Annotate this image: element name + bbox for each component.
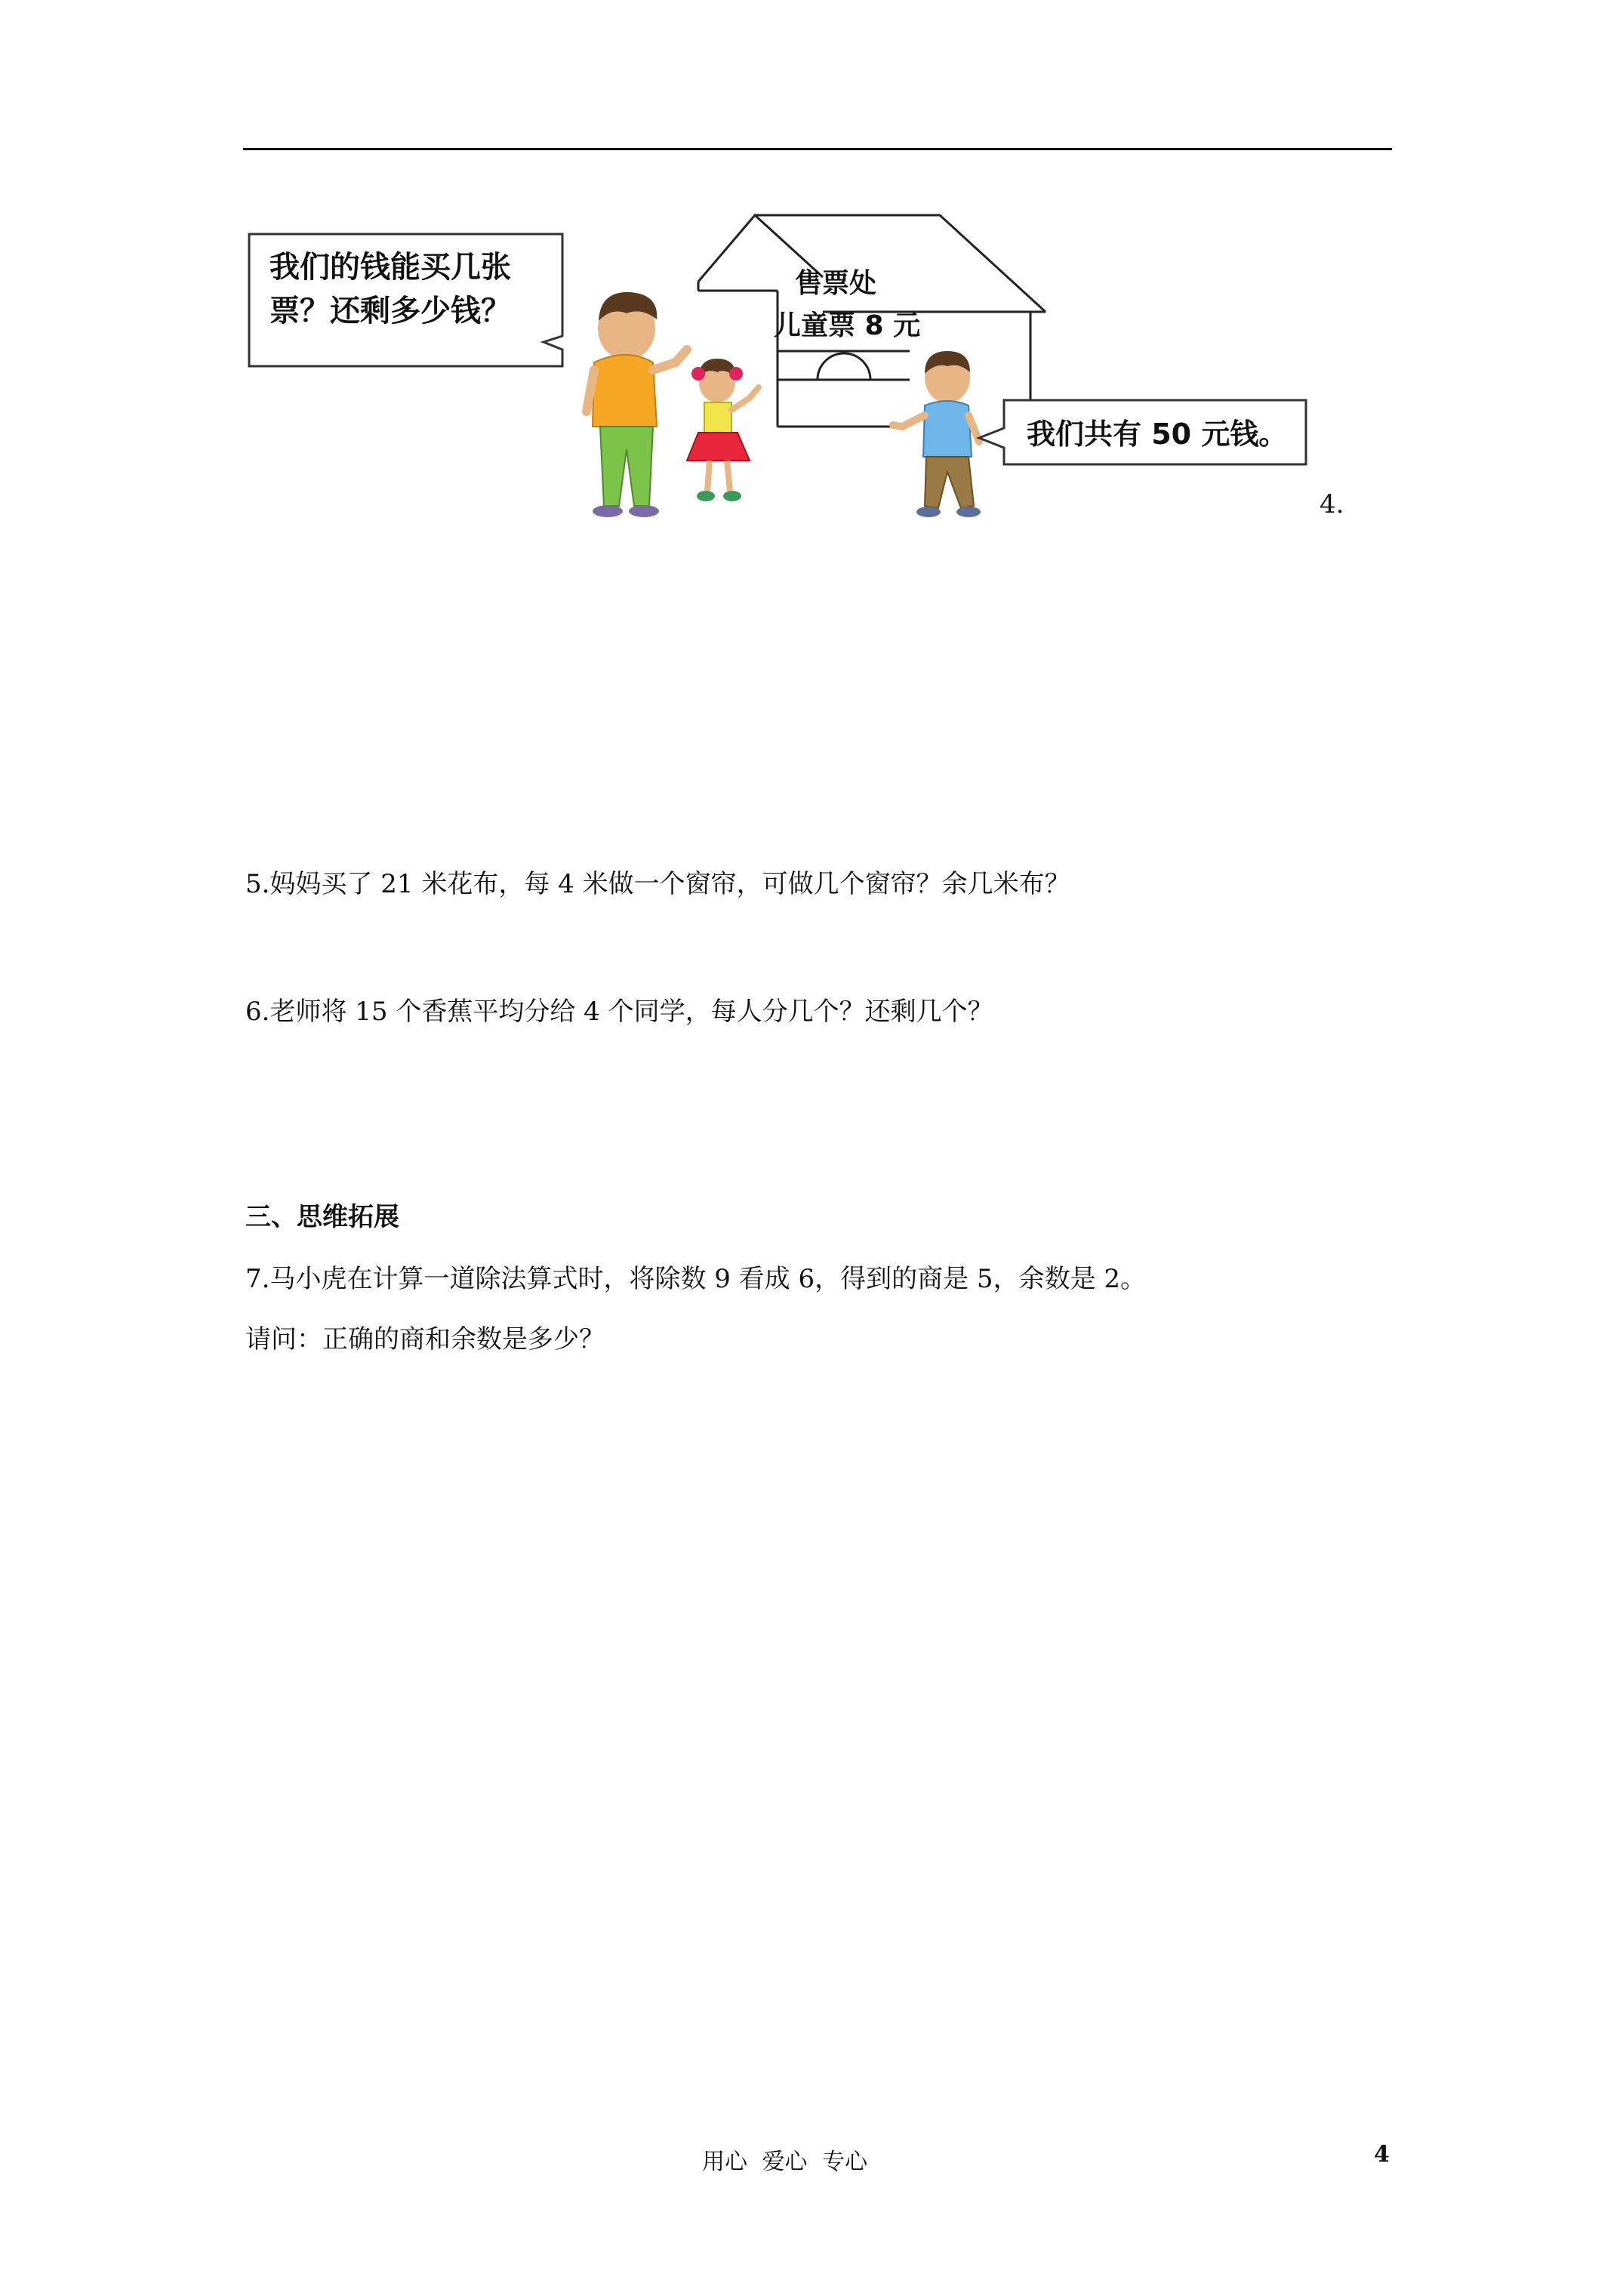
bubble-right-text: 我们共有 50 元钱。 <box>1027 418 1288 451</box>
question-6: 6.老师将 15 个香蕉平均分给 4 个同学，每人分几个？还剩几个？ <box>245 997 993 1027</box>
question-4-number: 4. <box>1320 489 1344 519</box>
ticket-booth-illustration <box>245 208 1317 525</box>
question-7-line1: 7.马小虎在计算一道除法算式时，将除数 9 看成 6，得到的商是 5，余数是 2。 <box>245 1264 1147 1294</box>
question-5: 5.妈妈买了 21 米花布，每 4 米做一个窗帘，可做几个窗帘？余几米布？ <box>245 869 1070 899</box>
speech-bubble-right <box>979 400 1306 464</box>
bubble-left-line2: 票？还剩多少钱？ <box>269 294 511 328</box>
header-rule <box>243 148 1392 150</box>
section-title: 三、思维拓展 <box>245 1202 399 1232</box>
speech-bubble-left <box>249 234 562 366</box>
question-7-line2: 请问：正确的商和余数是多少？ <box>245 1324 605 1354</box>
booth-price: 儿童票 8 元 <box>774 310 921 341</box>
boy-figure-left <box>587 292 687 517</box>
page-number: 4 <box>1374 2141 1390 2168</box>
bubble-left-line1: 我们的钱能买几张 <box>269 250 511 285</box>
booth-sign: 售票处 <box>795 268 877 299</box>
footer-motto: 用心 爱心 专心 <box>702 2149 868 2175</box>
girl-figure <box>687 359 759 501</box>
